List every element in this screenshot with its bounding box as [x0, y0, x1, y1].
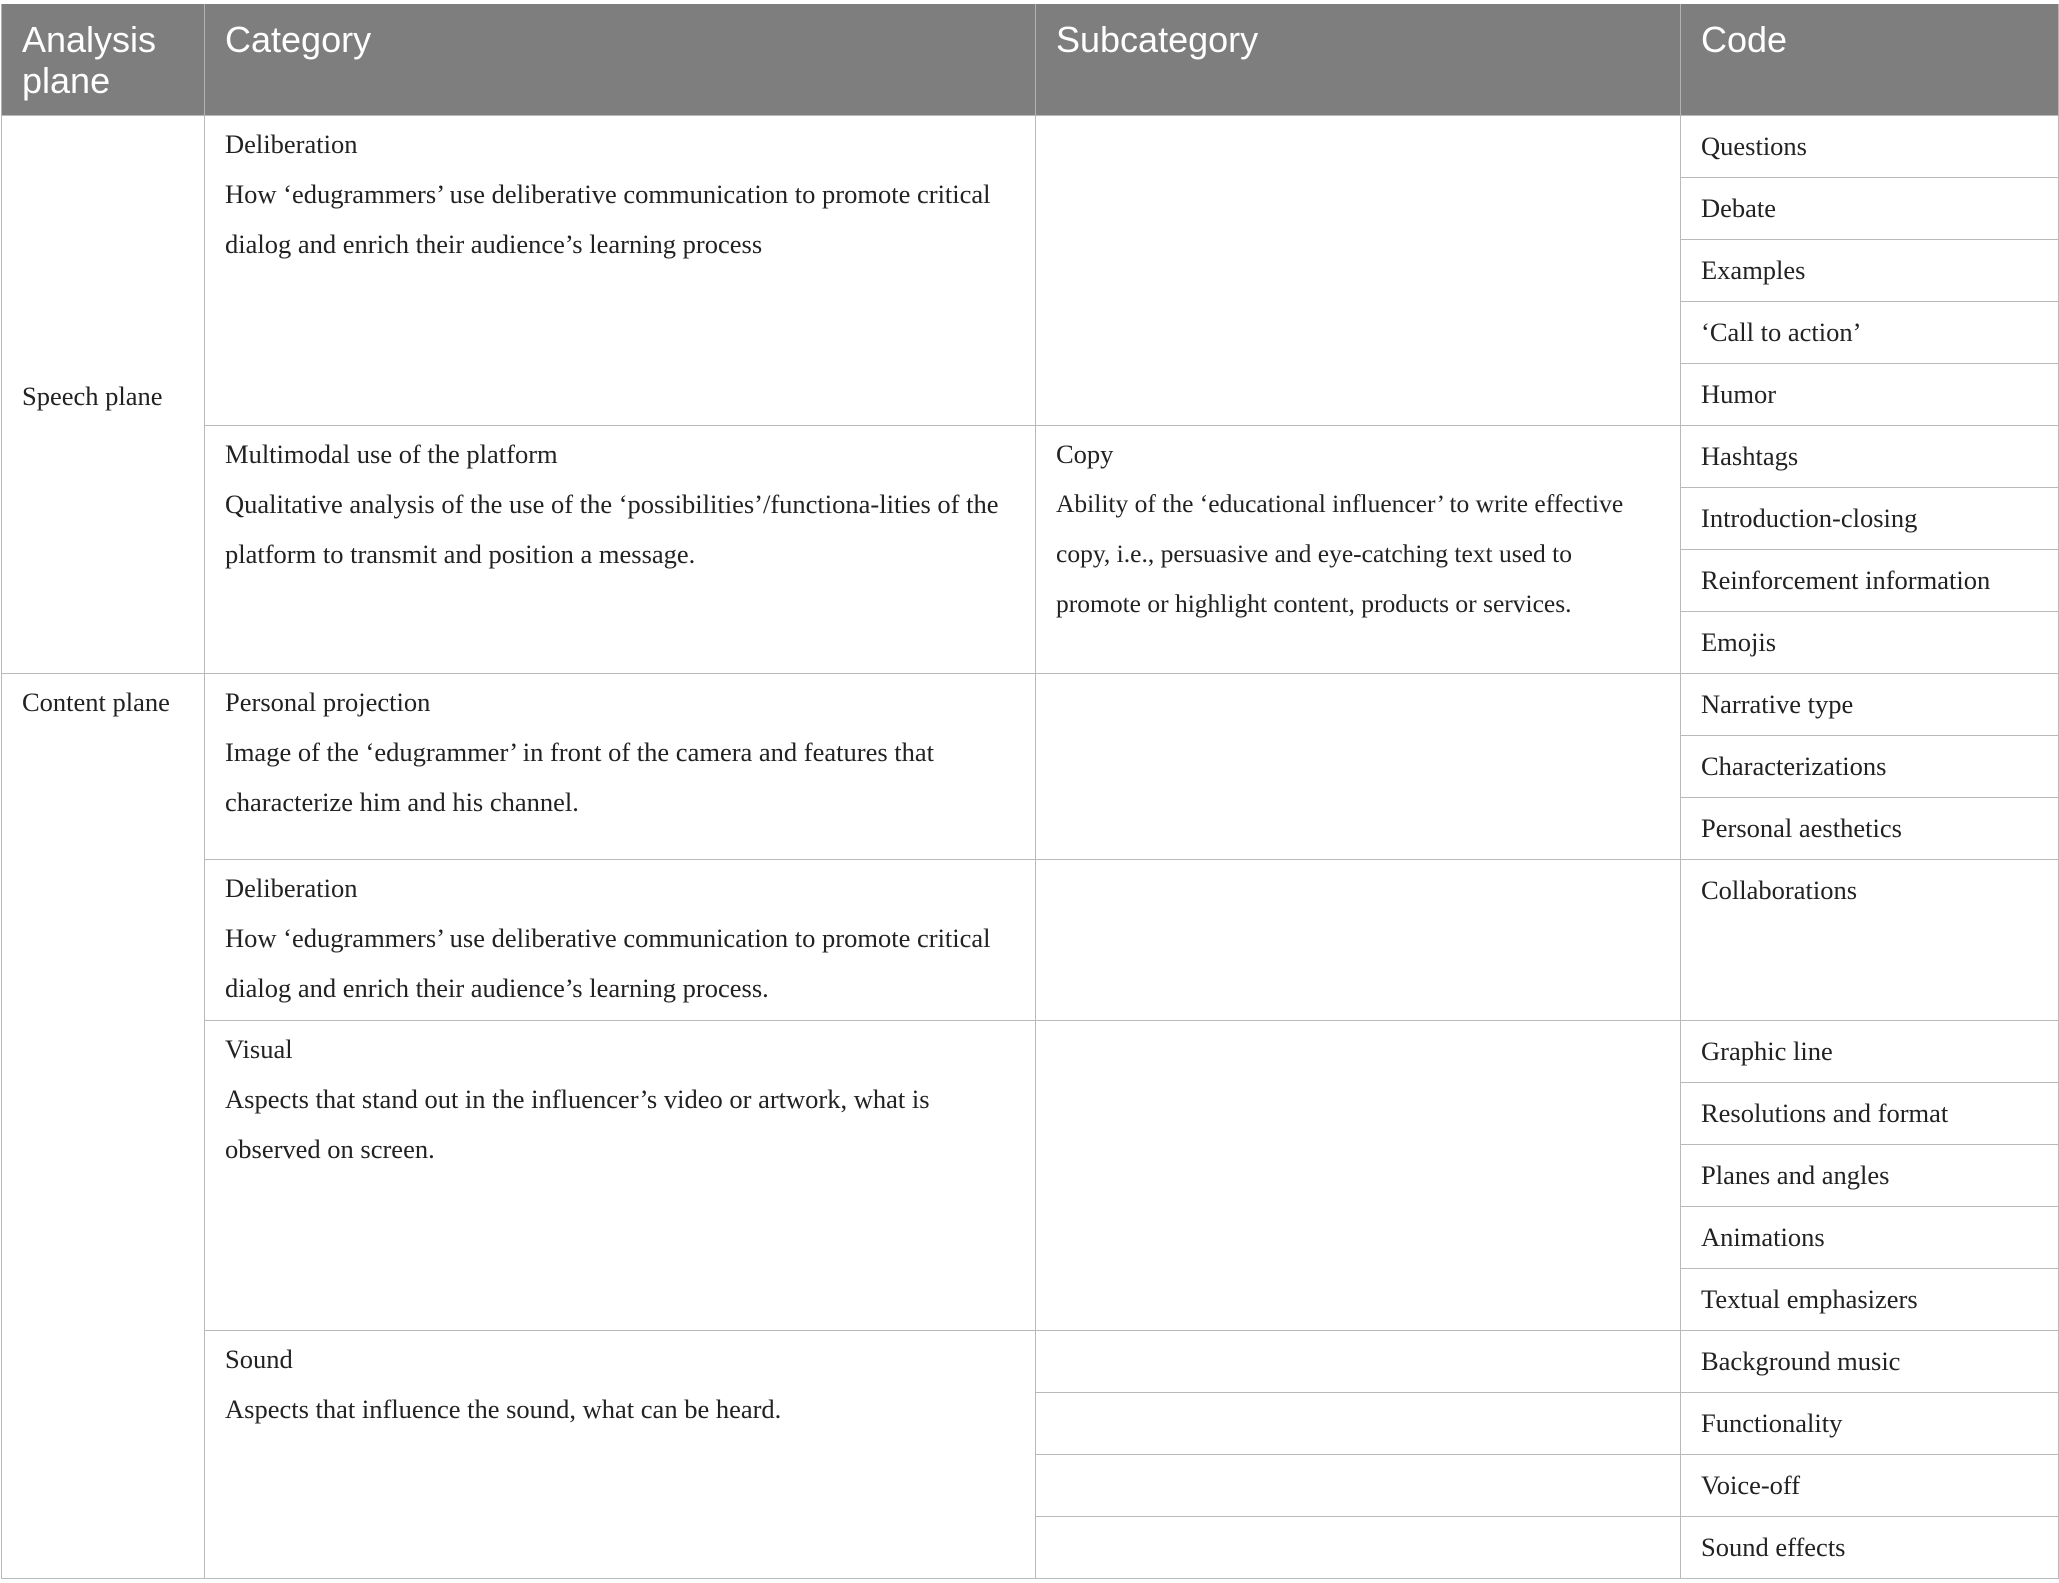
subcategory-title: Copy	[1056, 438, 1114, 469]
code-cell: Collaborations	[1681, 859, 2059, 1020]
category-title: Sound	[225, 1343, 293, 1374]
code-cell: Textual emphasizers	[1681, 1268, 2059, 1330]
category-title: Deliberation	[225, 872, 358, 903]
category-cell	[205, 1020, 1036, 1330]
category-cell	[205, 115, 1036, 425]
table-row	[2, 115, 2059, 177]
category-title: Deliberation	[225, 128, 358, 159]
code-cell: Functionality	[1681, 1392, 2059, 1454]
code-cell: Background music	[1681, 1330, 2059, 1392]
table-row	[2, 425, 2059, 487]
codebook-table	[1, 4, 2059, 1579]
table-row	[2, 1330, 2059, 1392]
plane-label: Content plane	[22, 686, 170, 717]
category-cell	[205, 673, 1036, 859]
code-cell: Introduction-closing	[1681, 487, 2059, 549]
subcategory-cell-empty	[1036, 1516, 1681, 1578]
category-description: Aspects that influence the sound, what can be heard.	[225, 1393, 782, 1424]
code-cell: ‘Call to action’	[1681, 301, 2059, 363]
header-code: Code	[1681, 4, 2059, 115]
plane-cell-content	[2, 673, 205, 1578]
category-cell	[205, 425, 1036, 673]
category-title: Visual	[225, 1033, 293, 1064]
code-cell: Animations	[1681, 1206, 2059, 1268]
category-description: Qualitative analysis of the use of the ‘possibilities’/functiona-lities of the platform to transmit and position a message.	[225, 488, 999, 569]
code-cell: Planes and angles	[1681, 1144, 2059, 1206]
code-cell: Humor	[1681, 363, 2059, 425]
category-cell	[205, 1330, 1036, 1578]
category-description: Aspects that stand out in the influencer’s video or artwork, what is observed on screen.	[225, 1083, 930, 1164]
code-cell: Hashtags	[1681, 425, 2059, 487]
table-row	[2, 1020, 2059, 1082]
plane-cell-speech	[2, 115, 205, 673]
header-category: Category	[205, 4, 1036, 115]
subcategory-cell-empty	[1036, 115, 1681, 425]
category-cell	[205, 859, 1036, 1020]
code-cell: Narrative type	[1681, 673, 2059, 735]
code-cell: Personal aesthetics	[1681, 797, 2059, 859]
subcategory-cell-empty	[1036, 1392, 1681, 1454]
plane-label: Speech plane	[22, 380, 163, 411]
code-cell: Emojis	[1681, 611, 2059, 673]
subcategory-cell-empty	[1036, 1454, 1681, 1516]
code-cell: Sound effects	[1681, 1516, 2059, 1578]
header-analysis-plane: Analysis plane	[2, 4, 205, 115]
subcategory-description: Ability of the ‘educational influencer’ to write effective copy, i.e., persuasive and eye-catching text used to promote or highlight content, products or services.	[1056, 488, 1624, 618]
code-cell: Debate	[1681, 177, 2059, 239]
category-title: Personal projection	[225, 686, 431, 717]
category-title: Multimodal use of the platform	[225, 438, 558, 469]
subcategory-cell-empty	[1036, 673, 1681, 859]
table-row	[2, 859, 2059, 1020]
header-subcategory: Subcategory	[1036, 4, 1681, 115]
header-row	[2, 4, 2059, 115]
table-row	[2, 673, 2059, 735]
code-cell: Examples	[1681, 239, 2059, 301]
subcategory-cell-empty	[1036, 1330, 1681, 1392]
code-cell: Graphic line	[1681, 1020, 2059, 1082]
subcategory-cell	[1036, 425, 1681, 673]
code-cell: Voice-off	[1681, 1454, 2059, 1516]
category-description: How ‘edugrammers’ use deliberative communication to promote critical dialog and enrich their audience’s learning process.	[225, 922, 991, 1003]
code-cell: Characterizations	[1681, 735, 2059, 797]
category-description: Image of the ‘edugrammer’ in front of the camera and features that characterize him and his channel.	[225, 736, 935, 817]
subcategory-cell-empty	[1036, 859, 1681, 1020]
code-cell: Reinforcement information	[1681, 549, 2059, 611]
category-description: How ‘edugrammers’ use deliberative communication to promote critical dialog and enrich their audience’s learning process	[225, 178, 991, 259]
code-cell: Resolutions and format	[1681, 1082, 2059, 1144]
subcategory-cell-empty	[1036, 1020, 1681, 1330]
code-cell: Questions	[1681, 115, 2059, 177]
